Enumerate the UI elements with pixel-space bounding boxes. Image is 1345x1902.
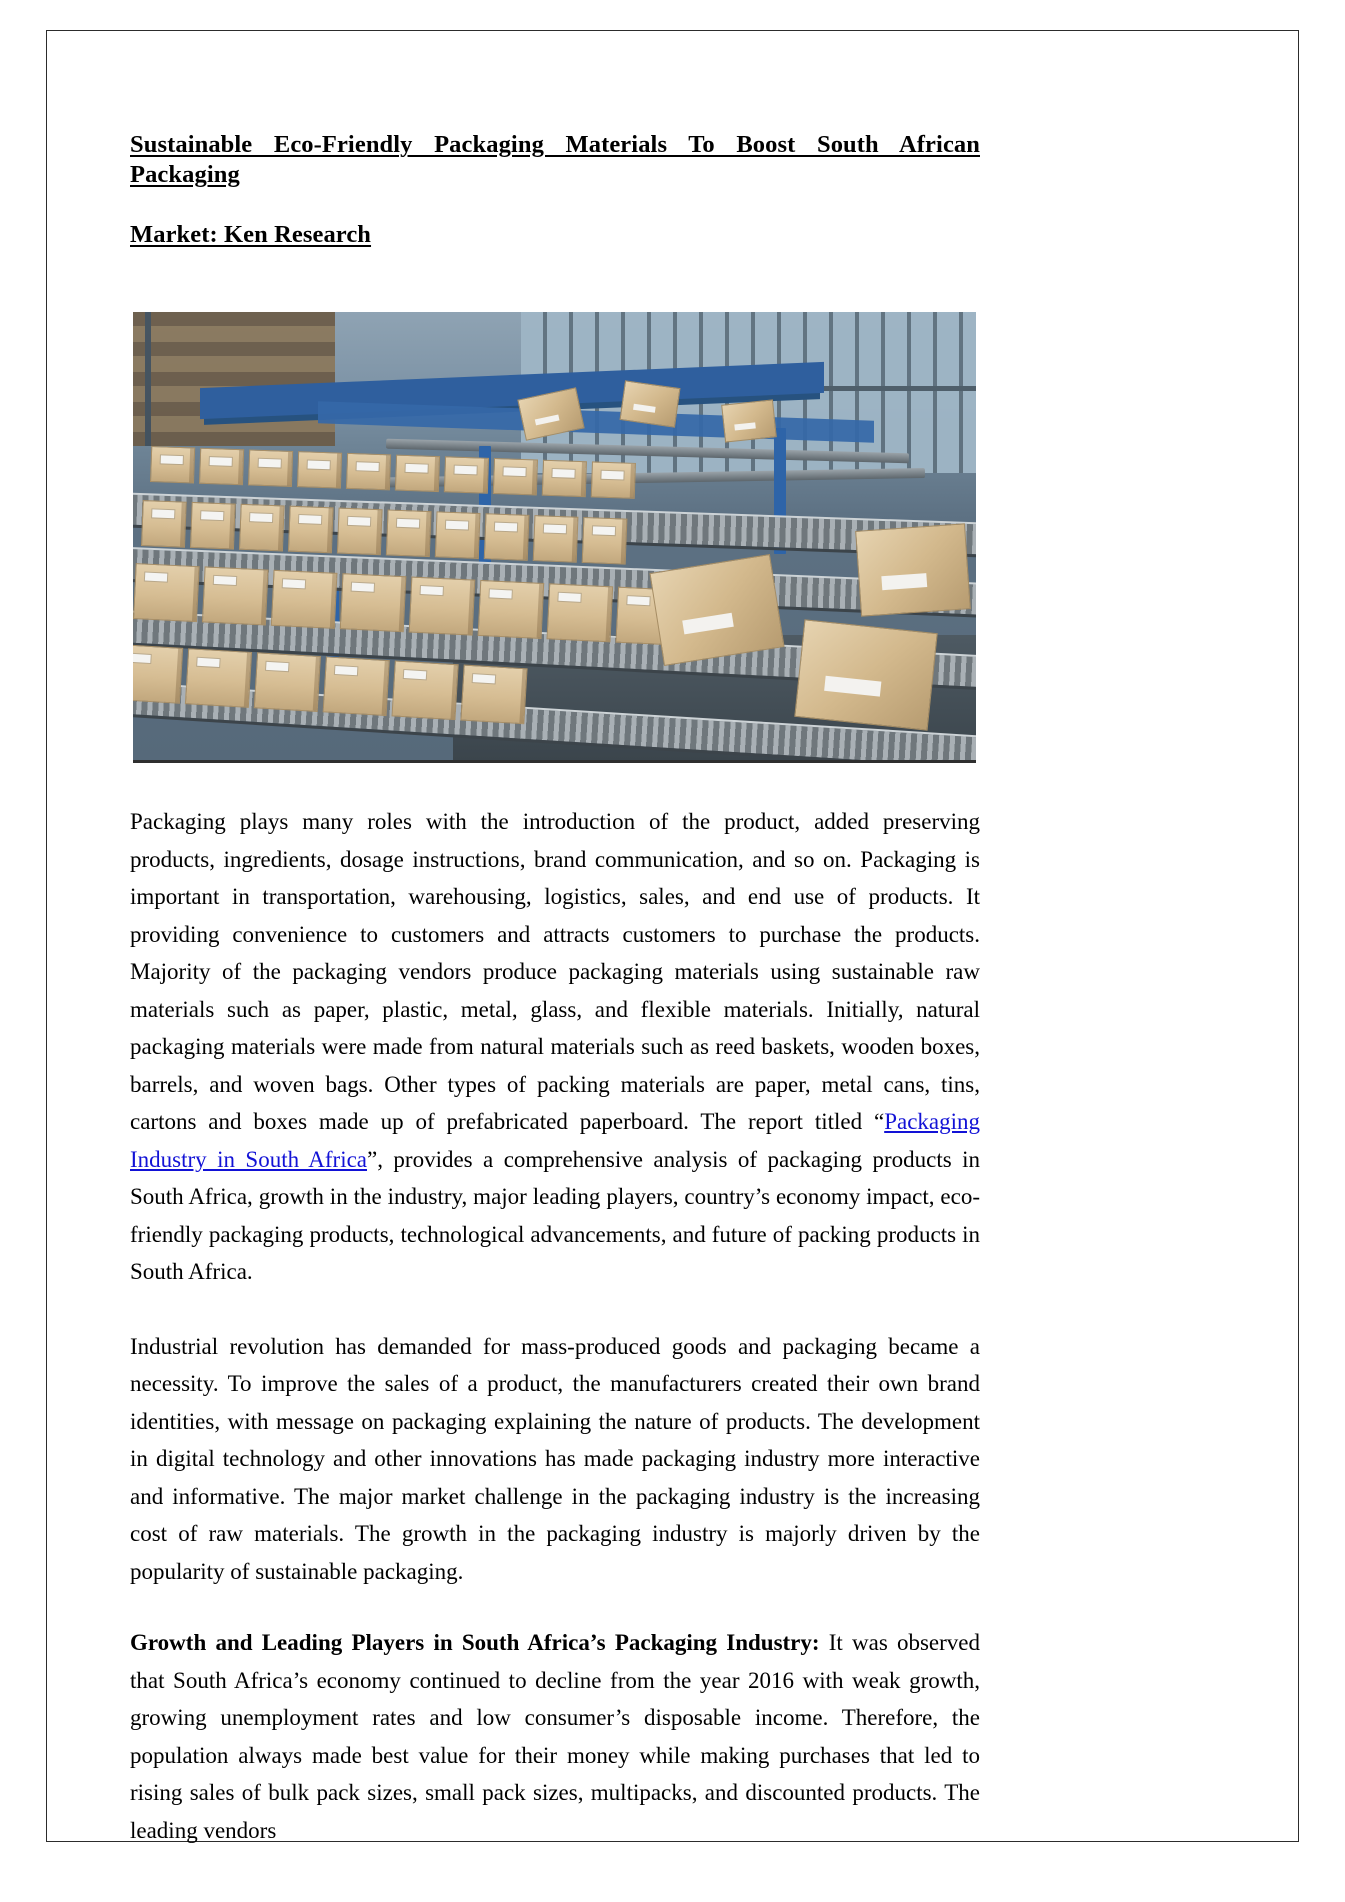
page-title-line-2: Market: Ken Research bbox=[130, 221, 372, 248]
cardboard-box bbox=[141, 500, 187, 548]
cardboard-box bbox=[409, 576, 476, 635]
cardboard-box bbox=[547, 583, 614, 642]
cardboard-box bbox=[133, 563, 200, 622]
page-content bbox=[130, 130, 980, 1849]
paragraph-spacer bbox=[130, 1590, 980, 1624]
cardboard-box bbox=[254, 652, 321, 712]
cardboard-box bbox=[435, 511, 481, 559]
cardboard-box bbox=[288, 506, 334, 554]
cardboard-box bbox=[484, 513, 530, 561]
cardboard-box bbox=[346, 453, 391, 491]
cardboard-box bbox=[340, 573, 407, 632]
page-title bbox=[130, 130, 980, 250]
paragraph-industrial-revolution bbox=[130, 1328, 980, 1591]
page-title-line-1: Sustainable Eco-Friendly Packaging Materials To Boost South African Packaging bbox=[130, 131, 980, 188]
cardboard-box bbox=[395, 455, 440, 493]
cardboard-box-loose bbox=[721, 399, 777, 442]
cardboard-box bbox=[337, 508, 383, 556]
paragraph-intro bbox=[130, 803, 980, 1291]
cardboard-box bbox=[297, 452, 342, 490]
cardboard-box bbox=[271, 570, 338, 629]
cardboard-box bbox=[392, 660, 459, 720]
paragraph-text: It was observed that South Africa’s economy continued to decline from the year 2016 with weak growth, growing unemployment rates and low consumer’s disposable income. Therefore, the population always made best value for their money while making purchases that led to rising sales of bulk pack sizes, small pack sizes, multipacks, and discounted products. The leading vendors bbox=[130, 1630, 981, 1843]
cardboard-box bbox=[542, 460, 587, 498]
cardboard-box bbox=[323, 656, 390, 716]
hero-image-warehouse-conveyor bbox=[133, 312, 976, 763]
cardboard-box bbox=[199, 448, 244, 486]
paragraph-spacer bbox=[130, 1291, 980, 1328]
cardboard-box-loose bbox=[619, 380, 680, 427]
cardboard-box bbox=[461, 664, 528, 724]
cardboard-box bbox=[190, 502, 236, 550]
cardboard-box bbox=[478, 580, 545, 639]
cardboard-box bbox=[533, 515, 579, 563]
cardboard-box bbox=[493, 458, 538, 496]
cardboard-box-loose bbox=[855, 523, 971, 616]
cardboard-box bbox=[185, 648, 252, 708]
paragraph-text: ”, provides a comprehensive analysis of packaging products in South Africa, growth in the industry, major leading players, country’s economy impact, eco-friendly packaging products, technological advancements, and future of packing products in South Africa. bbox=[130, 1146, 980, 1284]
cardboard-box-loose bbox=[794, 619, 938, 730]
paragraph-growth-leading-players bbox=[130, 1624, 980, 1849]
cardboard-box bbox=[444, 457, 489, 495]
paragraph-text: Industrial revolution has demanded for mass-produced goods and packaging became a necessity. To improve the sales of a product, the manufacturers created their own brand identities, with message on packaging explaining the nature of products. The development in digital technology and other innovations has made packaging industry more interactive and informative. The major market challenge in the packaging industry is the increasing cost of raw materials. The growth in the packaging industry is majorly driven by the popularity of sustainable packaging. bbox=[130, 1333, 980, 1584]
cardboard-box bbox=[582, 517, 628, 565]
run-in-heading: Growth and Leading Players in South Africa’s Packaging Industry: bbox=[130, 1630, 820, 1655]
cardboard-box bbox=[133, 644, 183, 704]
cardboard-box bbox=[248, 450, 293, 488]
cardboard-box bbox=[202, 566, 269, 625]
cardboard-box bbox=[386, 510, 432, 558]
cardboard-box bbox=[239, 504, 285, 552]
cardboard-box bbox=[591, 462, 636, 500]
cardboard-box-loose bbox=[649, 554, 784, 666]
warehouse-scene-illustration bbox=[133, 312, 976, 760]
packaging-industry-south-africa-link[interactable]: Packaging Industry in South Africa bbox=[130, 1109, 980, 1172]
cardboard-box bbox=[150, 446, 195, 484]
paragraph-text: Packaging plays many roles with the introduction of the product, added preserving products, ingredients, dosage instructions, brand communication, and so on. Packaging is important in transportation, warehousing, logistics, sales, and end use of products. It providing convenience to customers and attracts customers to purchase the products. Majority of the packaging vendors produce packaging materials using sustainable raw materials such as paper, plastic, metal, glass, and flexible materials. Initially, natural packaging materials were made from natural materials such as reed baskets, wooden boxes, barrels, and woven bags. Other types of packing materials are paper, metal cans, tins, cartons and boxes made up of prefabricated paperboard. The report titled “ bbox=[130, 809, 980, 1134]
pallet-rack-icon bbox=[133, 312, 335, 446]
